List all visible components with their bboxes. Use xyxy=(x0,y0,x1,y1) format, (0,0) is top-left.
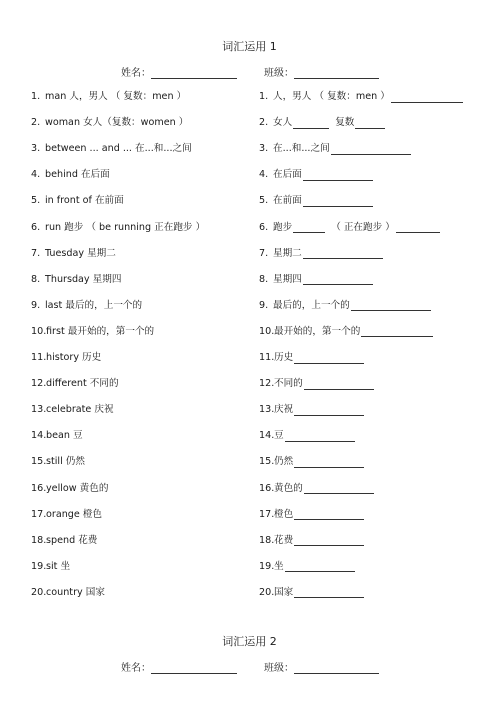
exercise-item xyxy=(259,273,373,287)
vocab-item xyxy=(31,273,121,287)
exercise-item xyxy=(259,325,433,339)
item-number: 1. xyxy=(31,91,41,102)
item-number: 12. xyxy=(31,378,47,390)
vocab-row xyxy=(0,377,499,391)
vocab-row xyxy=(0,560,499,574)
exercise-item xyxy=(259,455,364,469)
vocab-row xyxy=(0,116,499,130)
answer-blank[interactable] xyxy=(304,483,374,494)
item-number: 7. xyxy=(259,247,269,259)
answer-blank[interactable] xyxy=(304,379,374,390)
exercise-item xyxy=(259,560,355,574)
vocab-item xyxy=(31,455,85,469)
exercise-item xyxy=(259,403,364,417)
vocab-item xyxy=(31,351,101,365)
answer-blank[interactable] xyxy=(294,587,364,598)
answer-blank[interactable] xyxy=(294,405,364,416)
class-blank[interactable] xyxy=(294,68,379,79)
item-text: celebrate 庆祝 xyxy=(46,404,114,416)
prompt-text: 豆 xyxy=(274,430,284,442)
item-number: 9. xyxy=(259,299,269,311)
vocab-item xyxy=(31,560,70,574)
answer-blank[interactable] xyxy=(285,561,355,572)
item-text: run 跑步 （ be running 正在跑步 ） xyxy=(45,221,206,233)
vocab-item xyxy=(31,194,124,208)
vocab-row xyxy=(0,429,499,443)
item-number: 1. xyxy=(259,91,269,102)
section2-class-field xyxy=(264,659,379,674)
prompt-text: 星期四 xyxy=(273,273,302,285)
name-label: 姓名： xyxy=(121,663,151,674)
prompt-text: 橙色 xyxy=(274,508,294,520)
vocab-item xyxy=(31,586,105,600)
item-text: last 最后的，上一个的 xyxy=(45,299,143,311)
answer-blank[interactable] xyxy=(294,509,364,520)
vocab-item xyxy=(31,377,119,391)
vocab-item xyxy=(31,299,142,313)
exercise-item xyxy=(259,142,411,156)
prompt-text: 最后的，上一个的 xyxy=(273,299,350,311)
name-blank[interactable] xyxy=(151,68,237,79)
vocab-item xyxy=(31,90,186,104)
class-blank[interactable] xyxy=(294,663,379,674)
name-blank[interactable] xyxy=(151,663,237,674)
item-number: 4. xyxy=(31,169,41,181)
prompt-text: 花费 xyxy=(274,534,294,546)
item-text: first 最开始的，第一个的 xyxy=(46,325,155,337)
exercise-item xyxy=(259,429,355,443)
item-number: 19. xyxy=(31,560,47,572)
item-text: sit 坐 xyxy=(46,560,71,572)
exercise-item xyxy=(259,116,385,130)
vocab-item xyxy=(31,168,110,182)
vocab-item xyxy=(31,482,108,496)
section1-title: 词汇运用 1 xyxy=(222,40,277,53)
vocab-item xyxy=(31,508,102,522)
exercise-item xyxy=(259,377,374,391)
item-text: still 仍然 xyxy=(46,456,85,468)
item-number: 17. xyxy=(259,508,275,520)
section2-name-field xyxy=(121,659,237,674)
item-number: 5. xyxy=(31,195,41,207)
exercise-item xyxy=(259,351,364,365)
item-number: 9. xyxy=(31,299,41,311)
item-number: 11. xyxy=(259,352,275,363)
item-number: 14. xyxy=(31,430,47,442)
vocab-row xyxy=(0,299,499,313)
vocab-row xyxy=(0,534,499,548)
vocab-row xyxy=(0,168,499,182)
item-text: between ... and ... 在...和...之间 xyxy=(45,143,192,155)
item-number: 7. xyxy=(31,247,41,259)
item-number: 4. xyxy=(259,169,269,181)
vocab-item xyxy=(31,116,188,130)
vocab-row xyxy=(0,325,499,339)
item-text: history 历史 xyxy=(46,352,102,363)
prompt-text: 女人 xyxy=(273,117,293,129)
exercise-item xyxy=(259,534,364,548)
vocab-row xyxy=(0,351,499,365)
answer-blank[interactable] xyxy=(396,222,440,233)
item-text: in front of 在前面 xyxy=(45,195,124,207)
vocab-item xyxy=(31,142,192,156)
item-number: 3. xyxy=(31,143,41,155)
answer-blank[interactable] xyxy=(303,248,383,259)
item-number: 8. xyxy=(31,273,41,285)
item-text: country 国家 xyxy=(46,586,105,598)
section1-name-field xyxy=(121,64,237,79)
item-number: 14. xyxy=(259,430,275,442)
section2-title: 词汇运用 2 xyxy=(222,635,277,648)
answer-blank[interactable] xyxy=(391,92,463,103)
prompt-text: 星期二 xyxy=(273,247,302,259)
exercise-item xyxy=(259,221,440,235)
vocab-item xyxy=(31,325,154,339)
answer-blank[interactable] xyxy=(294,457,364,468)
item-number: 5. xyxy=(259,195,269,207)
vocab-item xyxy=(31,403,114,417)
item-number: 3. xyxy=(259,143,269,155)
item-number: 20. xyxy=(259,586,275,598)
vocab-row xyxy=(0,273,499,287)
prompt-text: 坐 xyxy=(274,560,284,572)
vocab-row xyxy=(0,221,499,235)
answer-blank[interactable] xyxy=(293,118,329,129)
prompt-text: 在后面 xyxy=(273,169,302,181)
prompt-text: 最开始的，第一个的 xyxy=(274,325,361,337)
class-label: 班级： xyxy=(264,663,294,674)
prompt-text: 在...和...之间 xyxy=(273,143,330,155)
answer-blank[interactable] xyxy=(303,196,373,207)
item-number: 16. xyxy=(31,482,47,494)
exercise-item xyxy=(259,247,383,261)
item-text: bean 豆 xyxy=(46,430,83,442)
class-label: 班级： xyxy=(264,68,294,79)
answer-blank[interactable] xyxy=(294,535,364,546)
item-text: Tuesday 星期二 xyxy=(45,247,116,259)
item-number: 17. xyxy=(31,508,47,520)
vocab-row xyxy=(0,482,499,496)
prompt-text: 国家 xyxy=(274,586,294,598)
answer-blank[interactable] xyxy=(303,170,373,181)
prompt-text: 在前面 xyxy=(273,195,302,207)
item-number: 10. xyxy=(259,325,275,337)
vocab-row xyxy=(0,247,499,261)
vocab-item xyxy=(31,221,205,235)
answer-blank[interactable] xyxy=(303,274,373,285)
item-number: 20. xyxy=(31,586,47,598)
item-text: yellow 黄色的 xyxy=(46,482,109,494)
vocab-row xyxy=(0,90,499,104)
answer-blank[interactable] xyxy=(355,118,385,129)
item-text: man 人，男人 （ 复数：men ） xyxy=(45,91,187,102)
prompt-text: 跑步 xyxy=(273,221,293,233)
exercise-item xyxy=(259,508,364,522)
item-number: 16. xyxy=(259,482,275,494)
exercise-item xyxy=(259,586,364,600)
exercise-item xyxy=(259,168,373,182)
exercise-item xyxy=(259,482,374,496)
item-text: Thursday 星期四 xyxy=(45,273,122,285)
vocab-row xyxy=(0,455,499,469)
item-number: 10. xyxy=(31,325,47,337)
vocab-item xyxy=(31,429,83,443)
vocab-item xyxy=(31,534,97,548)
vocab-row xyxy=(0,194,499,208)
item-text: different 不同的 xyxy=(46,378,119,390)
vocab-row xyxy=(0,142,499,156)
answer-blank[interactable] xyxy=(294,353,364,364)
prompt-text: （ 正在跑步 ） xyxy=(331,221,395,233)
vocab-item xyxy=(31,247,116,261)
item-number: 8. xyxy=(259,273,269,285)
prompt-text: 历史 xyxy=(274,352,294,363)
item-text: woman 女人（复数：women ） xyxy=(45,117,189,129)
answer-blank[interactable] xyxy=(361,326,433,337)
item-text: orange 橙色 xyxy=(46,508,103,520)
answer-blank[interactable] xyxy=(285,431,355,442)
name-label: 姓名： xyxy=(121,68,151,79)
answer-blank[interactable] xyxy=(351,300,431,311)
prompt-text: 复数 xyxy=(335,117,355,129)
item-number: 6. xyxy=(31,221,41,233)
item-number: 15. xyxy=(31,456,47,468)
item-text: spend 花费 xyxy=(46,534,98,546)
item-text: behind 在后面 xyxy=(45,169,110,181)
item-number: 2. xyxy=(31,117,41,129)
item-number: 18. xyxy=(31,534,47,546)
exercise-item xyxy=(259,194,373,208)
prompt-text: 仍然 xyxy=(274,456,294,468)
prompt-text: 庆祝 xyxy=(274,404,294,416)
item-number: 13. xyxy=(259,404,275,416)
exercise-item xyxy=(259,90,463,104)
item-number: 6. xyxy=(259,221,269,233)
section1-class-field xyxy=(264,64,379,79)
vocab-row xyxy=(0,586,499,600)
item-number: 13. xyxy=(31,404,47,416)
item-number: 11. xyxy=(31,352,47,363)
vocab-row xyxy=(0,403,499,417)
prompt-text: 人，男人 （ 复数：men ） xyxy=(273,91,390,102)
answer-blank[interactable] xyxy=(293,222,325,233)
item-number: 19. xyxy=(259,560,275,572)
vocab-row xyxy=(0,508,499,522)
exercise-item xyxy=(259,299,431,313)
item-number: 12. xyxy=(259,378,275,390)
item-number: 2. xyxy=(259,117,269,129)
prompt-text: 不同的 xyxy=(274,378,303,390)
answer-blank[interactable] xyxy=(331,144,411,155)
prompt-text: 黄色的 xyxy=(274,482,303,494)
item-number: 18. xyxy=(259,534,275,546)
item-number: 15. xyxy=(259,456,275,468)
